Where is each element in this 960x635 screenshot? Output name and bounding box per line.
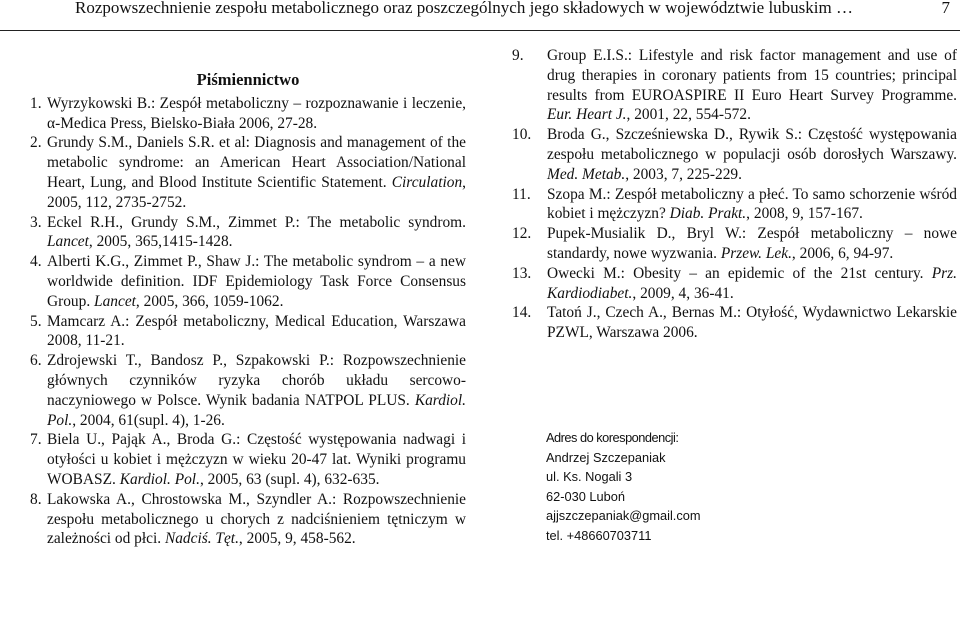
reference-item xyxy=(512,185,957,225)
contact-email: ajjszczepaniak@gmail.com xyxy=(546,508,701,524)
reference-journal: Diab. Prakt. xyxy=(669,205,747,223)
reference-text: Broda G., Szcześniewska D., Rywik S.: Częstość występowania zespołu metabolicznego w populacji osób dorosłych Warszawy. xyxy=(547,126,957,163)
reference-text: Pupek-Musialik D., Bryl W.: Zespół metaboliczny – nowe standardy, nowe wyzwania. xyxy=(547,225,957,262)
reference-text: Lakowska A., Chrostowska M., Szyndler A.: Rozpowszechnienie zespołu metabolicznego u chorych z nadciśnieniem tętniczym w zależności od płci. xyxy=(47,490,466,548)
correspondence-address xyxy=(546,428,701,546)
reference-journal: Przew. Lek. xyxy=(720,244,792,262)
contact-title: Adres do korespondencji: xyxy=(546,430,679,445)
contact-phone: tel. +48660703711 xyxy=(546,527,652,543)
left-column xyxy=(30,46,466,549)
reference-number: 10. xyxy=(512,126,532,144)
reference-text: , 2005, 63 (supl. 4), 632-635. xyxy=(199,470,380,488)
reference-text: , 2004, 61(supl. 4), 1-26. xyxy=(72,411,225,429)
reference-number: 14. xyxy=(512,304,532,322)
reference-journal: Kardiol. Pol. xyxy=(47,391,466,429)
section-title: Piśmiennictwo xyxy=(196,70,300,89)
reference-item xyxy=(512,125,957,184)
reference-number: 4. xyxy=(30,253,42,271)
reference-number: 5. xyxy=(30,312,42,330)
reference-number: 13. xyxy=(512,264,532,282)
reference-text: , 2005, 9, 458-562. xyxy=(238,530,356,548)
reference-number: 9. xyxy=(512,47,524,64)
right-column xyxy=(512,46,957,343)
reference-item xyxy=(30,490,466,549)
reference-text: Alberti K.G., Zimmet P., Shaw J.: The metabolic syndrom – a new worldwide definition. IDF Epidemiology Task Force Consensus Group. xyxy=(47,253,466,310)
reference-item xyxy=(30,351,466,430)
reference-item xyxy=(512,264,957,304)
reference-journal: Lancet xyxy=(47,233,89,251)
reference-text: , 2003, 7, 225-229. xyxy=(625,165,742,183)
reference-text: Wyrzykowski B.: Zespół metaboliczny – rozpoznawanie i leczenie, α-Medica Press, Bielsko-Biała 2006, 27-28. xyxy=(47,94,466,132)
reference-item xyxy=(30,133,466,212)
reference-number: 7. xyxy=(30,431,42,449)
reference-number: 6. xyxy=(30,352,42,370)
reference-number: 12. xyxy=(512,225,532,243)
reference-list-right xyxy=(512,46,957,343)
reference-item xyxy=(512,224,957,264)
reference-text: Mamcarz A.: Zespół metaboliczny, Medical Education, Warszawa 2008, 11-21. xyxy=(47,312,466,350)
reference-text: Tatoń J., Czech A., Bernas M.: Otyłość, Wydawnictwo Lekarskie PZWL, Warszawa 2006. xyxy=(547,304,957,342)
reference-journal: Kardiol. Pol. xyxy=(119,470,200,488)
contact-street: ul. Ks. Nogali 3 xyxy=(546,469,633,485)
reference-item xyxy=(30,213,466,253)
reference-list-left xyxy=(30,94,466,549)
reference-text: , 2008, 9, 157-167. xyxy=(746,205,863,223)
reference-number: 2. xyxy=(30,134,42,152)
reference-item xyxy=(30,94,466,134)
reference-text: Zdrojewski T., Bandosz P., Szpakowski P.: Rozpowszechnienie głównych czynników ryzyka chorób układu sercowo-naczyniowego w Polsce. Wynik badania NATPOL PLUS. xyxy=(47,352,466,409)
reference-journal: Med. Metab. xyxy=(547,165,626,183)
reference-text: , 2006, 6, 94-97. xyxy=(791,244,894,262)
page-number: 7 xyxy=(941,0,950,17)
reference-text: Eckel R.H., Grundy S.M., Zimmet P.: The metabolic syndrom. xyxy=(47,213,466,231)
reference-item xyxy=(30,252,466,311)
reference-text: Szopa M.: Zespół metaboliczny a płeć. To samo schorzenie wśród kobiet i mężczyzn? xyxy=(547,185,957,223)
reference-journal: Nadciś. Tęt. xyxy=(164,530,239,548)
reference-item xyxy=(512,46,957,125)
reference-item xyxy=(30,312,466,352)
reference-number: 8. xyxy=(30,490,42,508)
reference-text: Group E.I.S.: Lifestyle and risk factor management and use of drug therapies in coronary patients from 15 countries; principal results from EUROASPIRE II Euro Heart Survey Programme. xyxy=(547,47,957,104)
reference-text: Grundy S.M., Daniels S.R. et al: Diagnosis and management of the metabolic syndrome: an American Heart Association/National Heart, Lung, and Blood Institute Scientific Statement. xyxy=(47,134,466,191)
reference-journal: Eur. Heart J. xyxy=(547,106,627,124)
header-title: Rozpowszechnienie zespołu metabolicznego oraz poszczególnych jego składowych w województwie lubuskim … xyxy=(75,0,853,17)
reference-text: Owecki M.: Obesity – an epidemic of the 21st century. xyxy=(547,264,932,282)
reference-text: , 2001, 22, 554-572. xyxy=(626,106,751,124)
reference-text: , 2005, 365,1415-1428. xyxy=(88,233,233,251)
reference-item xyxy=(30,430,466,489)
contact-city: 62-030 Luboń xyxy=(546,488,625,504)
reference-text: , 2005, 112, 2735-2752. xyxy=(47,173,466,211)
contact-name: Andrzej Szczepaniak xyxy=(546,449,666,465)
reference-number: 11. xyxy=(512,185,531,203)
reference-journal: Circulation xyxy=(391,173,463,191)
reference-text: , 2005, 366, 1059-1062. xyxy=(135,292,284,310)
reference-number: 3. xyxy=(30,213,42,231)
reference-text: , 2009, 4, 36-41. xyxy=(632,284,734,302)
reference-item xyxy=(512,303,957,343)
running-header xyxy=(0,0,960,31)
reference-text: Biela U., Pająk A., Broda G.: Częstość występowania nadwagi i otyłości u kobiet i mężczyzn w wieku 20-47 lat. Wyniki programu WOBASZ. xyxy=(47,431,466,488)
reference-journal: Prz. Kardiodiabet. xyxy=(547,264,957,302)
reference-journal: Lancet xyxy=(94,292,136,310)
reference-number: 1. xyxy=(30,94,42,112)
